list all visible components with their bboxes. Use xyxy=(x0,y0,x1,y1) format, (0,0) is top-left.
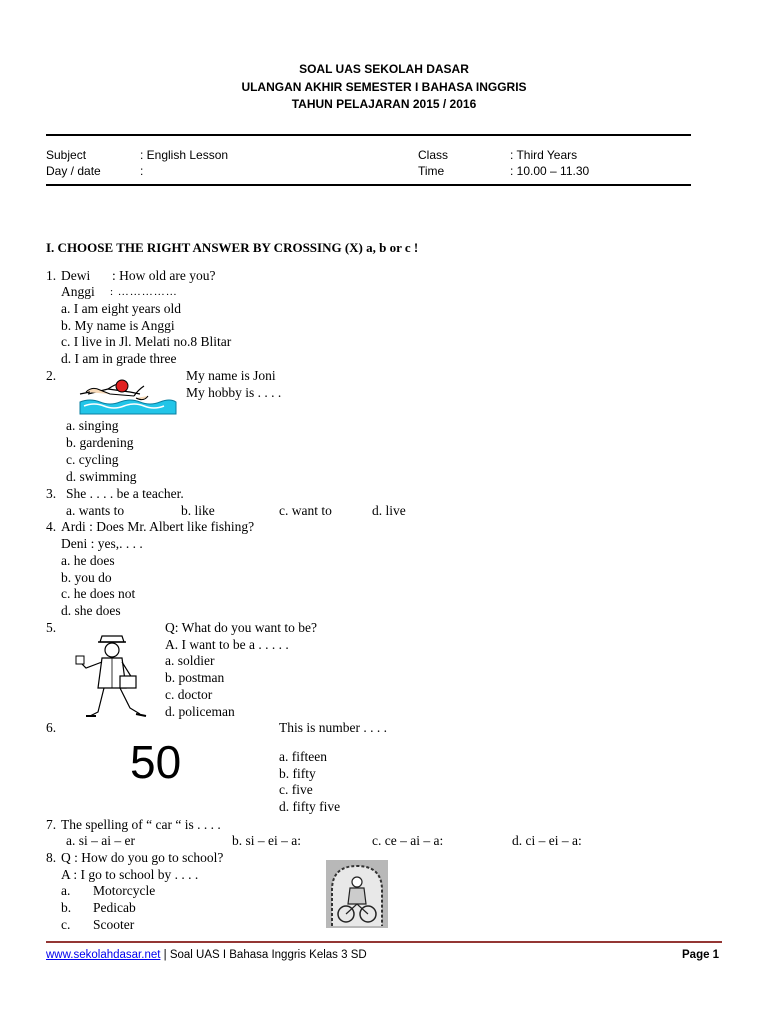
q1-option-b[interactable]: b. My name is Anggi xyxy=(61,318,175,333)
q6-option-b[interactable]: b. fifty xyxy=(279,766,316,781)
swimmer-illustration xyxy=(78,372,178,416)
q7-option-d[interactable]: d. ci – ei – a: xyxy=(512,833,582,848)
q1-speaker-2: Anggi xyxy=(61,284,95,299)
q2-option-a[interactable]: a. singing xyxy=(66,418,119,433)
time-value: : 10.00 – 11.30 xyxy=(510,164,590,178)
q2-line-2: My hobby is . . . . xyxy=(186,385,282,400)
q5-option-b[interactable]: b. postman xyxy=(165,670,225,685)
q1-option-d[interactable]: d. I am in grade three xyxy=(61,351,177,366)
day-label: Day / date xyxy=(46,164,101,178)
q5-number: 5. xyxy=(46,620,57,635)
q7-option-c[interactable]: c. ce – ai – a: xyxy=(372,833,444,848)
q2-option-b[interactable]: b. gardening xyxy=(66,435,134,450)
q8-option-b-letter[interactable]: b. xyxy=(61,900,72,915)
footer-rule xyxy=(46,941,722,943)
q4-reply: Deni : yes,. . . . xyxy=(61,536,143,551)
q8-option-c-letter[interactable]: c. xyxy=(61,917,71,932)
q7-number: 7. xyxy=(46,817,57,832)
q4-text: Ardi : Does Mr. Albert like fishing? xyxy=(61,519,255,534)
subject-label: Subject xyxy=(46,148,87,162)
footer-page: Page 1 xyxy=(682,949,720,961)
subject-value: : English Lesson xyxy=(140,148,229,162)
q7-text: The spelling of “ car “ is . . . . xyxy=(61,817,221,832)
q7-option-a[interactable]: a. si – ai – er xyxy=(66,833,135,848)
q8-answer: A : I go to school by . . . . xyxy=(61,867,199,882)
q2-number: 2. xyxy=(46,368,57,383)
q5-answer: A. I want to be a . . . . . xyxy=(165,637,289,652)
footer-text: | Soal UAS I Bahasa Inggris Kelas 3 SD xyxy=(160,949,367,961)
q8-option-a[interactable]: Motorcycle xyxy=(93,883,156,898)
q3-option-c[interactable]: c. want to xyxy=(279,503,332,518)
q5-text: Q: What do you want to be? xyxy=(165,620,317,635)
class-value: : Third Years xyxy=(510,148,578,162)
pedicab-illustration xyxy=(326,860,388,928)
q8-option-c[interactable]: Scooter xyxy=(93,917,135,932)
q5-option-a[interactable]: a. soldier xyxy=(165,653,215,668)
q2-line-1: My name is Joni xyxy=(186,368,276,383)
q5-option-d[interactable]: d. policeman xyxy=(165,704,235,719)
q3-text: She . . . . be a teacher. xyxy=(66,486,184,501)
q3-option-a[interactable]: a. wants to xyxy=(66,503,125,518)
q8-option-a-letter[interactable]: a. xyxy=(61,883,71,898)
q8-number: 8. xyxy=(46,850,57,865)
q7-option-b[interactable]: b. si – ei – a: xyxy=(232,833,301,848)
q4-option-b[interactable]: b. you do xyxy=(61,570,112,585)
q5-option-c[interactable]: c. doctor xyxy=(165,687,213,702)
q1-line-2: : …………… xyxy=(110,286,178,298)
section-title: I. CHOOSE THE RIGHT ANSWER BY CROSSING (X) a, b or c ! xyxy=(46,240,419,255)
q3-option-b[interactable]: b. like xyxy=(181,503,215,518)
class-label: Class xyxy=(418,148,449,162)
q6-number: 6. xyxy=(46,720,57,735)
q1-number: 1. xyxy=(46,268,57,283)
q1-option-c[interactable]: c. I live in Jl. Melati no.8 Blitar xyxy=(61,334,232,349)
footer-link[interactable]: www.sekolahdasar.net xyxy=(46,949,161,961)
q1-speaker-1: Dewi xyxy=(61,268,91,283)
q6-option-c[interactable]: c. five xyxy=(279,782,313,797)
q8-text: Q : How do you go to school? xyxy=(61,850,224,865)
q1-option-a[interactable]: a. I am eight years old xyxy=(61,301,181,316)
q4-option-d[interactable]: d. she does xyxy=(61,603,121,618)
time-label: Time xyxy=(418,164,445,178)
q6-text: This is number . . . . xyxy=(279,720,387,735)
header-line-2: ULANGAN AKHIR SEMESTER I BAHASA INGGRIS xyxy=(241,80,527,94)
q4-option-c[interactable]: c. he does not xyxy=(61,586,136,601)
header-rule-bottom xyxy=(46,184,691,186)
header-line-1: SOAL UAS SEKOLAH DASAR xyxy=(299,62,469,76)
header-rule-top xyxy=(46,134,691,136)
q6-big-number: 50 xyxy=(130,736,182,788)
q4-option-a[interactable]: a. he does xyxy=(61,553,115,568)
q6-option-d[interactable]: d. fifty five xyxy=(279,799,341,814)
header-line-3: TAHUN PELAJARAN 2015 / 2016 xyxy=(291,97,477,111)
q3-option-d[interactable]: d. live xyxy=(372,503,406,518)
footer-text-block xyxy=(46,949,367,961)
q2-option-d[interactable]: d. swimming xyxy=(66,469,137,484)
q4-number: 4. xyxy=(46,519,57,534)
q8-option-b[interactable]: Pedicab xyxy=(93,900,136,915)
postman-illustration xyxy=(74,630,148,720)
q1-line-1: : How old are you? xyxy=(112,268,216,283)
day-value: : xyxy=(140,164,144,178)
q2-option-c[interactable]: c. cycling xyxy=(66,452,119,467)
q3-number: 3. xyxy=(46,486,57,501)
q6-option-a[interactable]: a. fifteen xyxy=(279,749,327,764)
